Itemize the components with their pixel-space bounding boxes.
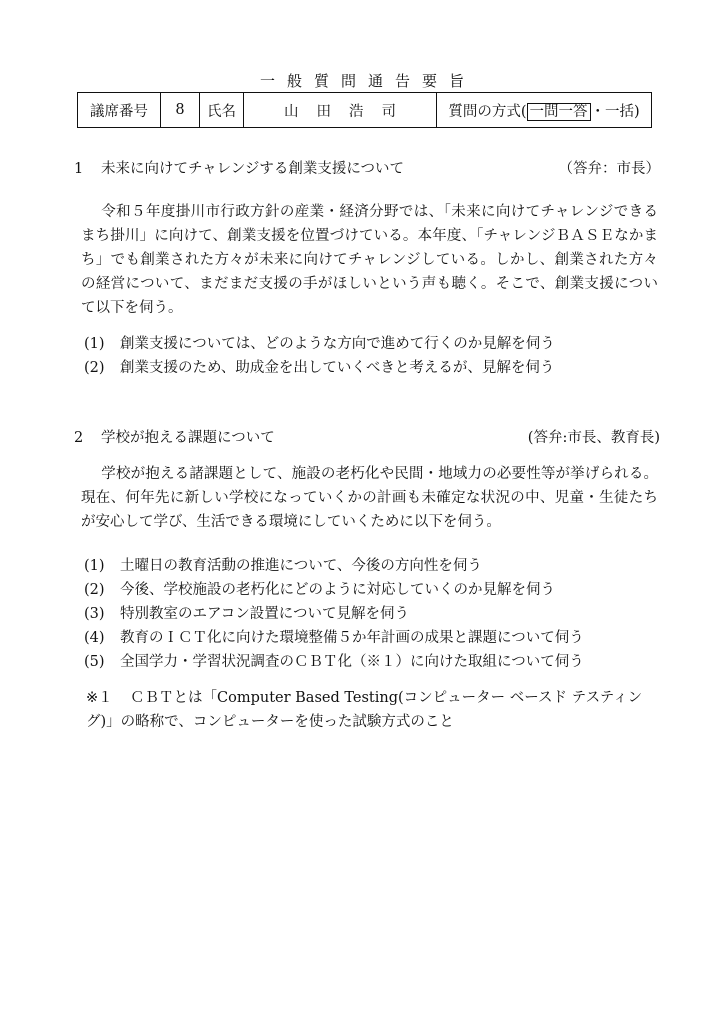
list-item: (2) 今後、学校施設の老朽化にどのように対応していくのか見解を伺う (84, 582, 555, 598)
section-1-answerer: （答弁：市長） (558, 161, 660, 177)
section-2-paragraph: 学校が抱える諸課題として、施設の老朽化や民間・地域力の必要性等が挙げられる。現在、何年先に新しい学校になっていくかの計画も未確定な状況の中、児童・生徒たちが安心して学び、生活できる環境にしていくために以下を伺う。 (81, 466, 658, 530)
name-label: 氏名 (200, 93, 244, 128)
list-item: (1) 土曜日の教育活動の推進について、今後の方向性を伺う (84, 558, 482, 574)
section-1-paragraph: 令和５年度掛川市行政方針の産業・経済分野では、「未来に向けてチャレンジできるまち掛川」に向けて、創業支援を位置づけている。本年度、「チャレンジＢＡＳＥなかまち」でも創業された方々が未来に向けてチャレンジしている。しかし、創業された方々の経営について、まだまだ支援の手がほしいという声も聴く。そこで、創業支援について以下を伺う。 (81, 204, 658, 316)
document-title: 一般質問通告要旨 (259, 72, 476, 90)
question-method (437, 93, 652, 128)
method-label: 質問の方式 (448, 103, 521, 120)
section-1-items (84, 332, 664, 380)
section-2-items (84, 554, 664, 674)
list-item: (3) 特別教室のエアコン設置について見解を伺う (84, 606, 409, 622)
footnote-mark: ※１ (86, 690, 113, 706)
seat-number: 8 (161, 93, 200, 128)
section-2-number: 2 (74, 430, 84, 446)
seat-number-label: 議席番号 (78, 93, 161, 128)
section-2-answerer: (答弁:市長、教育長) (527, 430, 660, 446)
footnote (86, 686, 658, 734)
section-1-title: 未来に向けてチャレンジする創業支援について (101, 161, 405, 177)
section-2-heading (74, 426, 660, 447)
footnote-text: ＣＢＴとは「Computer Based Testing(コンピューター ベースド テスティング)」の略称で、コンピューターを使った試験方式のこと (86, 690, 643, 730)
section-1-number: 1 (74, 161, 84, 177)
member-name: 山田浩司 (244, 93, 437, 128)
list-item: (5) 全国学力・学習状況調査のＣＢＴ化（※１）に向けた取組について伺う (84, 654, 584, 670)
section-2-title: 学校が抱える課題について (101, 430, 275, 446)
section-1-heading (74, 157, 660, 178)
list-item: (2) 創業支援のため、助成金を出していくべきと考えるが、見解を伺う (84, 360, 555, 376)
list-item: (1) 創業支援については、どのような方向で進めて行くのか見解を伺う (84, 336, 555, 352)
method-selected: 一問一答 (527, 103, 591, 121)
list-item: (4) 教育のＩＣＴ化に向けた環境整備５か年計画の成果と課題について伺う (84, 630, 584, 646)
method-rest: ・一括) (590, 103, 640, 120)
header-table (77, 92, 652, 128)
method-open: ( (520, 103, 527, 120)
